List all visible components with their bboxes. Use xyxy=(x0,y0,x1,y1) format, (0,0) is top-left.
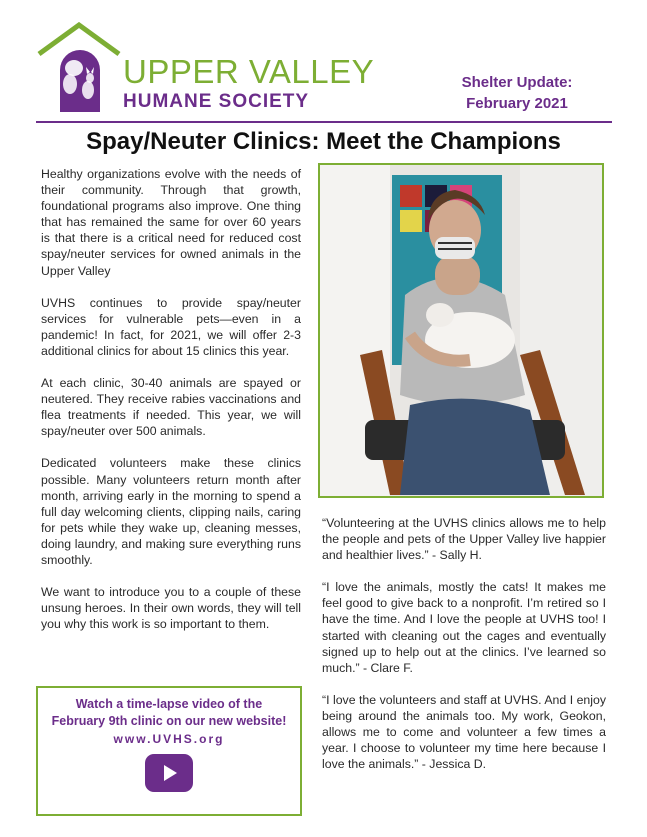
page-headline: Spay/Neuter Clinics: Meet the Champions xyxy=(86,128,561,155)
paragraph: UVHS continues to provide spay/neuter services for vulnerable pets—even in a pandemic! In fact, for 2021, we will offer 2-3 additional clinics for about 15 clinics this year. xyxy=(41,295,301,358)
org-name-line1: UPPER VALLEY xyxy=(123,53,375,90)
volunteer-quote: “I love the volunteers and staff at UVHS. And I enjoy being around the animals too. My work, Geokon, allows me to come and volunteer a few times a year. I choose to volunteer my time here because I love the animals.” - Jessica D. xyxy=(322,692,606,772)
update-line1: Shelter Update: xyxy=(461,74,573,91)
header-divider xyxy=(36,121,612,123)
volunteer-quote: “Volunteering at the UVHS clinics allows me to help the people and pets of the Upper Valley live happier and healthier lives.” - Sally H. xyxy=(322,516,606,563)
shelter-update-label xyxy=(447,72,587,114)
update-line2: February 2021 xyxy=(466,95,568,112)
play-icon xyxy=(164,765,177,781)
website-link[interactable]: www.UVHS.org xyxy=(113,732,225,746)
volunteer-photo xyxy=(318,163,604,498)
org-name-line2: HUMANE SOCIETY xyxy=(123,91,310,112)
volunteer-with-cat-illustration xyxy=(320,165,602,496)
newsletter-header xyxy=(0,0,647,125)
volunteer-quote: “I love the animals, mostly the cats! It makes me feel good to give back to a nonprofit. I’m retired so I have the time. And I love the people at UVHS too! I started with cleaning out the cages and eventually signed up to help out at the clinics. I’ve learned so much.” - Clare F. xyxy=(322,580,606,675)
video-text-line1: Watch a time-lapse video of the xyxy=(75,697,263,711)
right-column-quotes xyxy=(322,515,606,788)
video-text-line2: February 9th clinic on our new website! xyxy=(51,714,287,728)
paragraph: Dedicated volunteers make these clinics possible. Many volunteers return month after month, arriving early in the morning to spend a full day welcoming clients, clipping nails, caring for pets while they wake up, cleaning messes, doing laundry, and making sure everything runs smoothly. xyxy=(41,456,301,567)
left-column xyxy=(41,166,301,648)
paragraph: At each clinic, 30-40 animals are spayed or neutered. They receive rabies vaccinations and flea treatments if needed. This year, we will spay/neuter over 500 animals. xyxy=(41,376,301,439)
paragraph: We want to introduce you to a couple of these unsung heroes. In their own words, they will tell you why this work is so important to them. xyxy=(41,585,301,632)
paragraph: Healthy organizations evolve with the needs of their community. Through that growth, foundational programs also improve. One thing that has remained the same for over 60 years is that there is a critical need for reduced cost spay/neuter services for owned animals in the Upper Valley xyxy=(41,167,301,278)
video-callout xyxy=(36,686,302,816)
house-with-animals-logo xyxy=(36,22,122,112)
play-video-button[interactable] xyxy=(145,754,193,792)
